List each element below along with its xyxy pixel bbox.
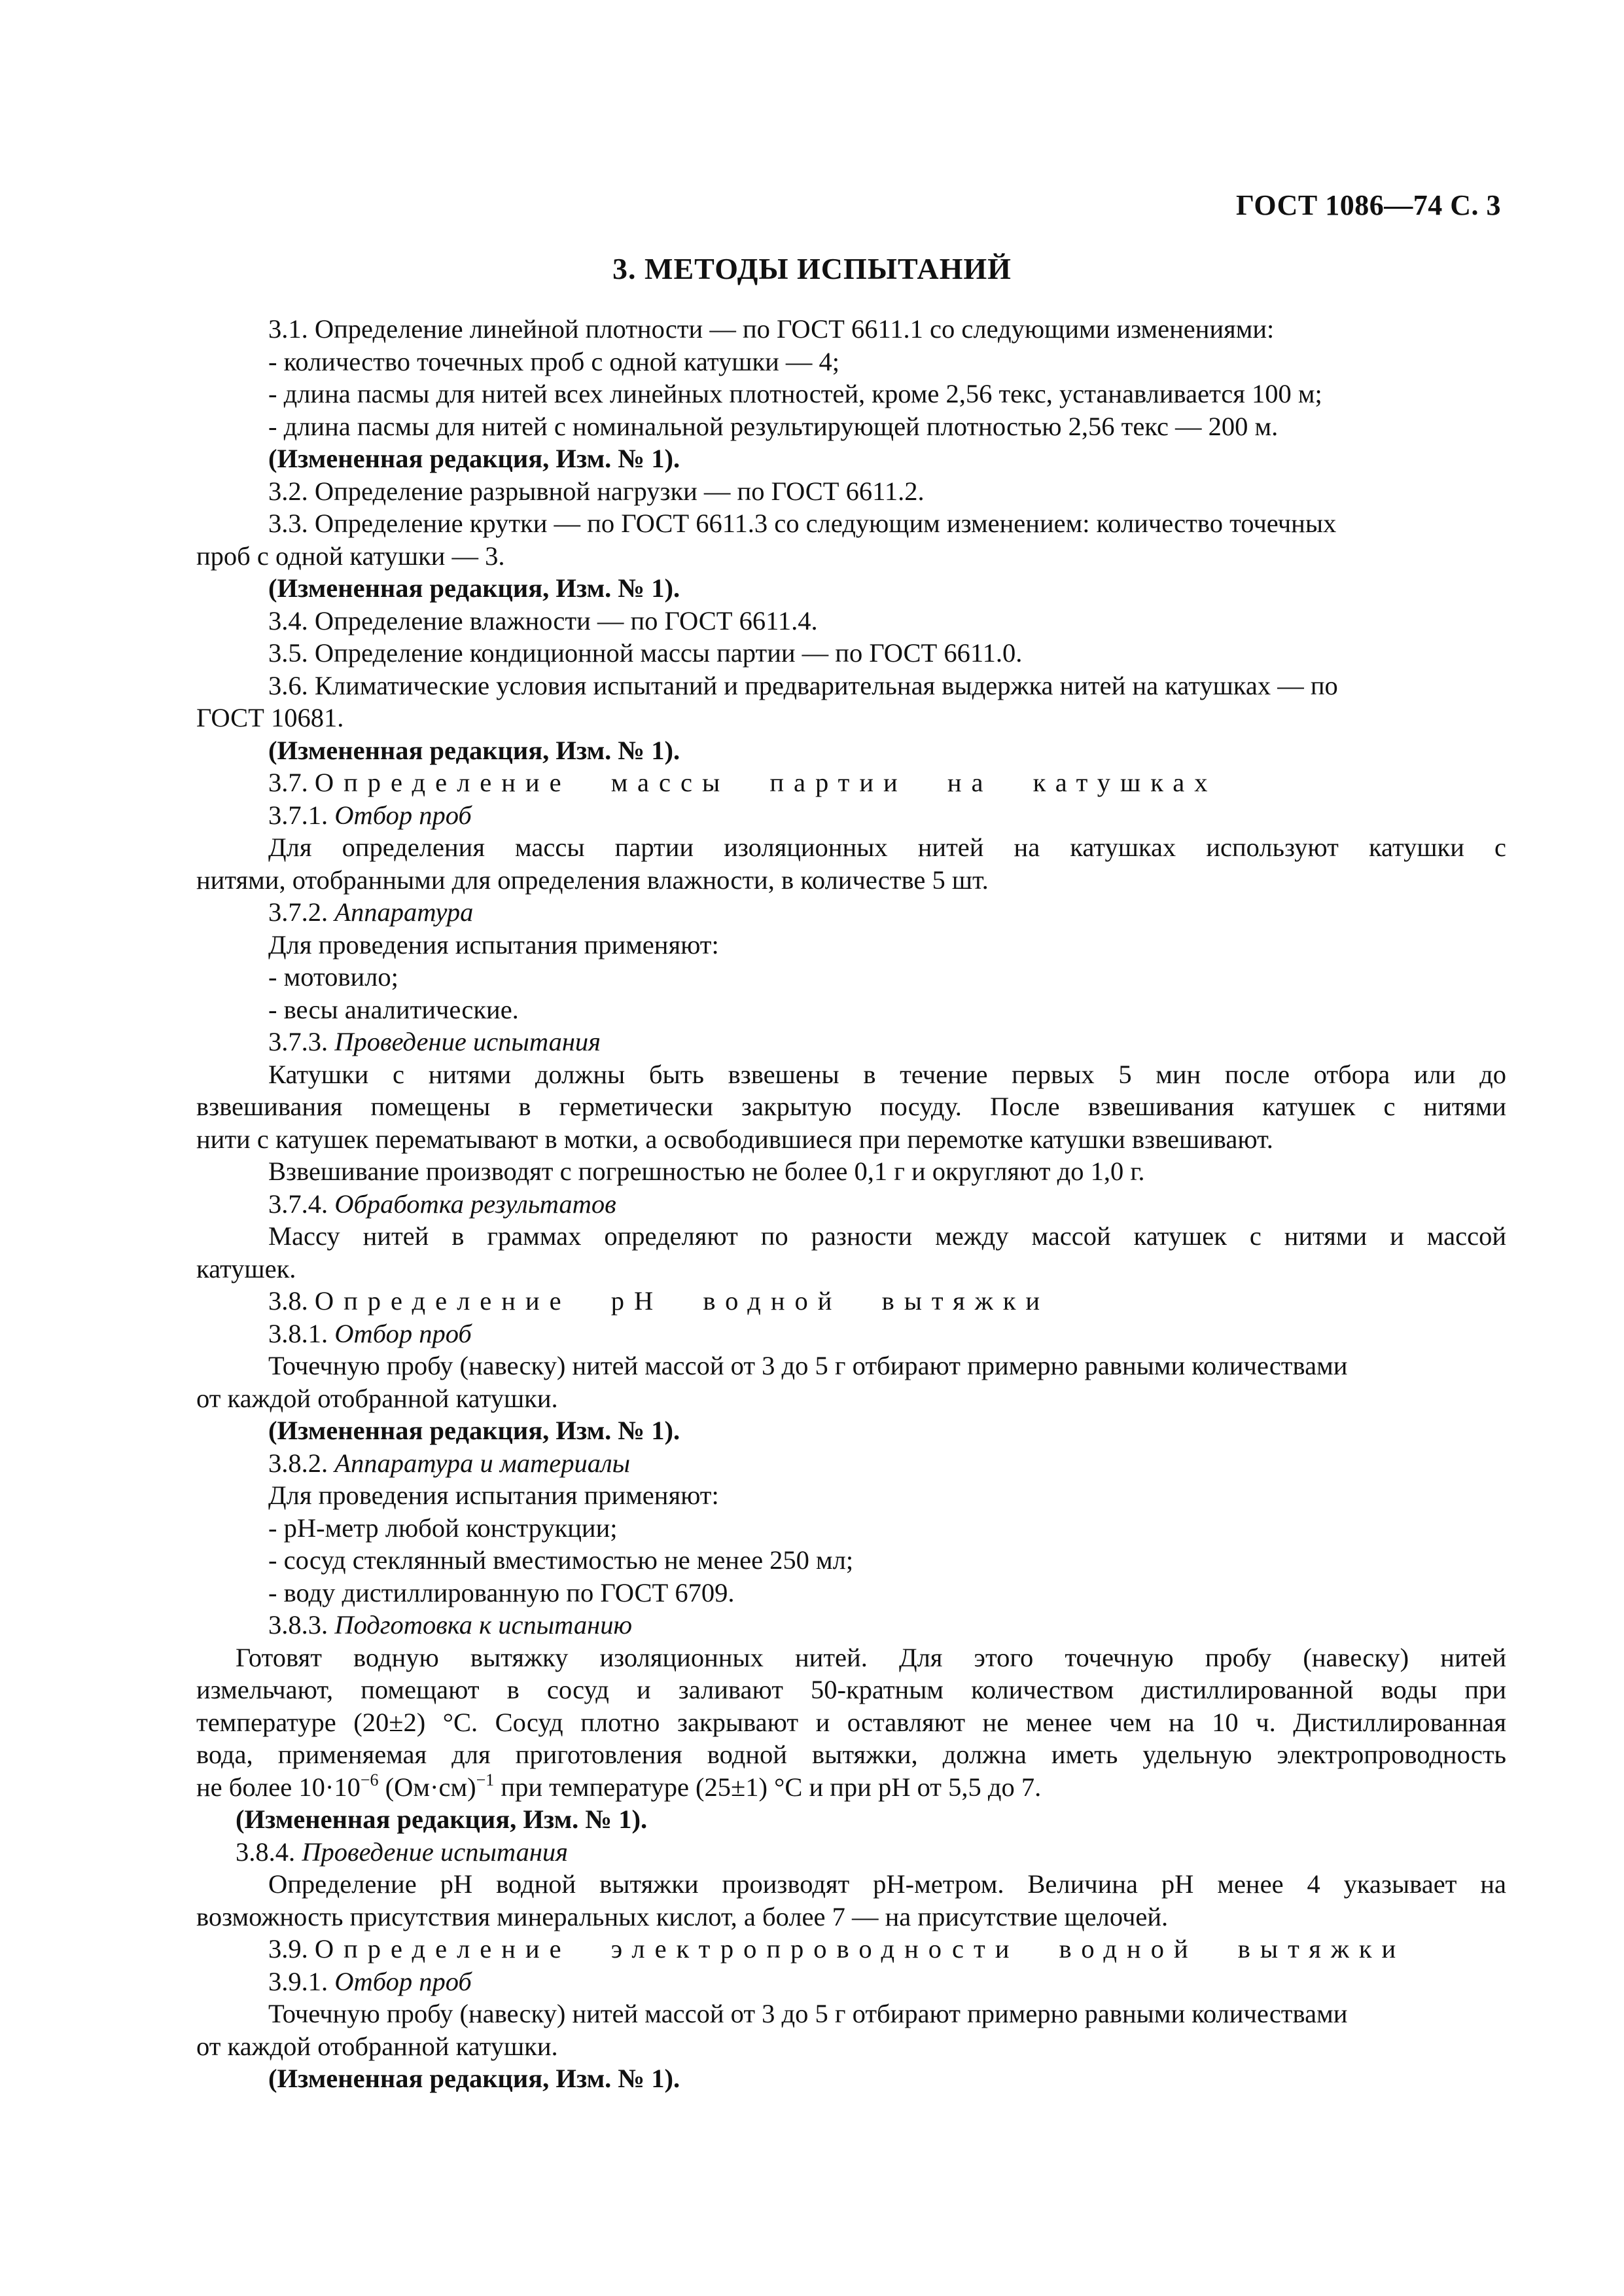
subsection-title: Аппаратура — [334, 897, 474, 927]
paragraph-line: Определение рН водной вытяжки производят рН-метром. Величина рН менее 4 указывает на — [268, 1869, 1506, 1899]
amendment-note: (Измененная редакция, Изм. № 1). — [268, 735, 680, 765]
subsection-3-9-heading — [196, 1933, 1506, 1965]
paragraph-line: температуре (20±2) °С. Сосуд плотно закрывают и оставляют не менее чем на 10 ч. Дистиллированная — [196, 1707, 1506, 1737]
subsection-number: 3.8.4. — [236, 1837, 296, 1867]
subsection-3-7-heading — [196, 766, 1506, 799]
paragraph-line: Точечную пробу (навеску) нитей массой от 3 до 5 г отбирают примерно равными количествами — [268, 1999, 1348, 2028]
amendment-note: (Измененная редакция, Изм. № 1). — [268, 2064, 680, 2093]
paragraph-line: катушек. — [196, 1253, 296, 1283]
paragraph-3-2: 3.2. Определение разрывной нагрузки — по ГОСТ 6611.2. — [268, 476, 925, 506]
subsection-3-8-3-heading — [196, 1609, 1506, 1641]
subsection-number: 3.7.4. — [268, 1189, 328, 1219]
formula-text: при температуре (25±1) °С и при рН от 5,5 до 7. — [494, 1772, 1042, 1802]
subsection-3-7-1-heading — [196, 799, 1506, 832]
page-header: ГОСТ 1086—74 С. 3 — [1235, 189, 1501, 221]
subsection-title: Проведение испытания — [302, 1837, 569, 1867]
paragraph-line: Взвешивание производят с погрешностью не более 0,1 г и округляют до 1,0 г. — [268, 1157, 1145, 1186]
subsection-title: Определение массы партии на катушках — [314, 768, 1218, 797]
subsection-title: Отбор проб — [334, 1966, 472, 1996]
paragraph-line: Для проведения испытания применяют: — [268, 1480, 719, 1510]
formula-text: (Ом·см) — [378, 1772, 476, 1802]
paragraph-line: возможность присутствия минеральных кислот, а более 7 — на присутствие щелочей. — [196, 1901, 1169, 1931]
subsection-number: 3.7.1. — [268, 800, 328, 830]
subsection-title: Отбор проб — [334, 1318, 472, 1348]
subsection-number: 3.8.2. — [268, 1448, 328, 1478]
subsection-3-7-2-heading — [196, 896, 1506, 929]
paragraph-line: нити с катушек перематывают в мотки, а освободившиеся при перемотке катушки взвешивают. — [196, 1124, 1273, 1154]
paragraph-line: взвешивания помещены в герметически закрытую посуду. После взвешивания катушек с нитями — [196, 1092, 1506, 1121]
subsection-3-8-1-heading — [196, 1318, 1506, 1350]
paragraph-line: Массу нитей в граммах определяют по разности между массой катушек с нитями и массой — [268, 1221, 1506, 1251]
paragraph-line: от каждой отобранной катушки. — [196, 2031, 558, 2061]
amendment-note: (Измененная редакция, Изм. № 1). — [236, 1804, 648, 1834]
formula-exponent: −6 — [360, 1770, 379, 1789]
paragraph-line: Точечную пробу (навеску) нитей массой от 3 до 5 г отбирают примерно равными количествами — [268, 1351, 1348, 1380]
paragraph-line: Для проведения испытания применяют: — [268, 929, 719, 960]
subsection-3-8-heading — [196, 1285, 1506, 1318]
paragraph-3-1-line-1: 3.1. Определение линейной плотности — по ГОСТ 6611.1 со следующими изменениями: — [268, 314, 1275, 344]
paragraph-line: Готовят водную вытяжку изоляционных нитей. Для этого точечную пробу (навеску) нитей — [236, 1642, 1506, 1672]
paragraph-line — [196, 1771, 1506, 1804]
list-item: - воду дистиллированную по ГОСТ 6709. — [268, 1577, 735, 1607]
amendment-note: (Измененная редакция, Изм. № 1). — [268, 573, 680, 603]
subsection-number: 3.9.1. — [268, 1966, 328, 1996]
subsection-3-9-1-heading — [196, 1965, 1506, 1998]
formula-text: не более 10·10 — [196, 1772, 361, 1802]
subsection-title: Аппаратура и материалы — [334, 1448, 631, 1478]
paragraph-line: вода, применяемая для приготовления водной вытяжки, должна иметь удельную электропроводность — [196, 1740, 1506, 1769]
list-item: - сосуд стеклянный вместимостью не менее 250 мл; — [268, 1545, 854, 1575]
paragraph-3-6-line-2: ГОСТ 10681. — [196, 703, 344, 732]
subsection-number: 3.8. — [268, 1286, 308, 1316]
subsection-title: Определение рН водной вытяжки — [314, 1286, 1050, 1316]
subsection-3-7-3-heading — [196, 1026, 1506, 1058]
subsection-number: 3.7.2. — [268, 897, 328, 927]
amendment-note: (Измененная редакция, Изм. № 1). — [268, 444, 680, 473]
subsection-number: 3.8.1. — [268, 1318, 328, 1348]
paragraph-line: нитями, отобранными для определения влажности, в количестве 5 шт. — [196, 865, 989, 895]
list-item: - весы аналитические. — [268, 994, 519, 1024]
section-title: 3. МЕТОДЫ ИСПЫТАНИЙ — [612, 252, 1012, 285]
subsection-title: Определение электропроводности водной вытяжки — [314, 1934, 1406, 1964]
subsection-number: 3.8.3. — [268, 1610, 328, 1640]
subsection-number: 3.7.3. — [268, 1027, 328, 1056]
subsection-3-8-2-heading — [196, 1447, 1506, 1480]
subsection-number: 3.7. — [268, 768, 308, 797]
paragraph-3-3-line-2: проб с одной катушки — 3. — [196, 541, 505, 571]
list-item: - длина пасмы для нитей с номинальной результирующей плотностью 2,56 текс — 200 м. — [268, 411, 1279, 441]
subsection-3-8-4-heading — [196, 1836, 1506, 1869]
subsection-title: Проведение испытания — [334, 1027, 601, 1056]
paragraph-line: Для определения массы партии изоляционных нитей на катушках используют катушки с — [268, 833, 1506, 862]
subsection-title: Обработка результатов — [334, 1189, 616, 1219]
list-item: - количество точечных проб с одной катушки — 4; — [268, 346, 840, 376]
document-body — [196, 313, 1506, 2095]
paragraph-3-5: 3.5. Определение кондиционной массы партии — по ГОСТ 6611.0. — [268, 638, 1023, 668]
paragraph-3-3-line-1: 3.3. Определение крутки — по ГОСТ 6611.3 со следующим изменением: количество точечных — [268, 509, 1337, 538]
list-item: - рН-метр любой конструкции; — [268, 1513, 618, 1543]
formula-exponent: −1 — [476, 1770, 495, 1789]
subsection-title: Подготовка к испытанию — [334, 1610, 633, 1640]
subsection-title: Отбор проб — [334, 800, 472, 830]
paragraph-line: Катушки с нитями должны быть взвешены в течение первых 5 мин после отбора или до — [268, 1059, 1506, 1089]
paragraph-3-6-line-1: 3.6. Климатические условия испытаний и предварительная выдержка нитей на катушках — по — [268, 670, 1338, 700]
paragraph-line: от каждой отобранной катушки. — [196, 1383, 558, 1413]
subsection-number: 3.9. — [268, 1934, 308, 1964]
paragraph-3-4: 3.4. Определение влажности — по ГОСТ 6611.4. — [268, 605, 818, 636]
list-item: - мотовило; — [268, 962, 398, 992]
amendment-note: (Измененная редакция, Изм. № 1). — [268, 1416, 680, 1445]
paragraph-line: измельчают, помещают в сосуд и заливают 50-кратным количеством дистиллированной воды при — [196, 1675, 1506, 1704]
list-item: - длина пасмы для нитей всех линейных плотностей, кроме 2,56 текс, устанавливается 100 м; — [268, 379, 1322, 408]
subsection-3-7-4-heading — [196, 1188, 1506, 1221]
